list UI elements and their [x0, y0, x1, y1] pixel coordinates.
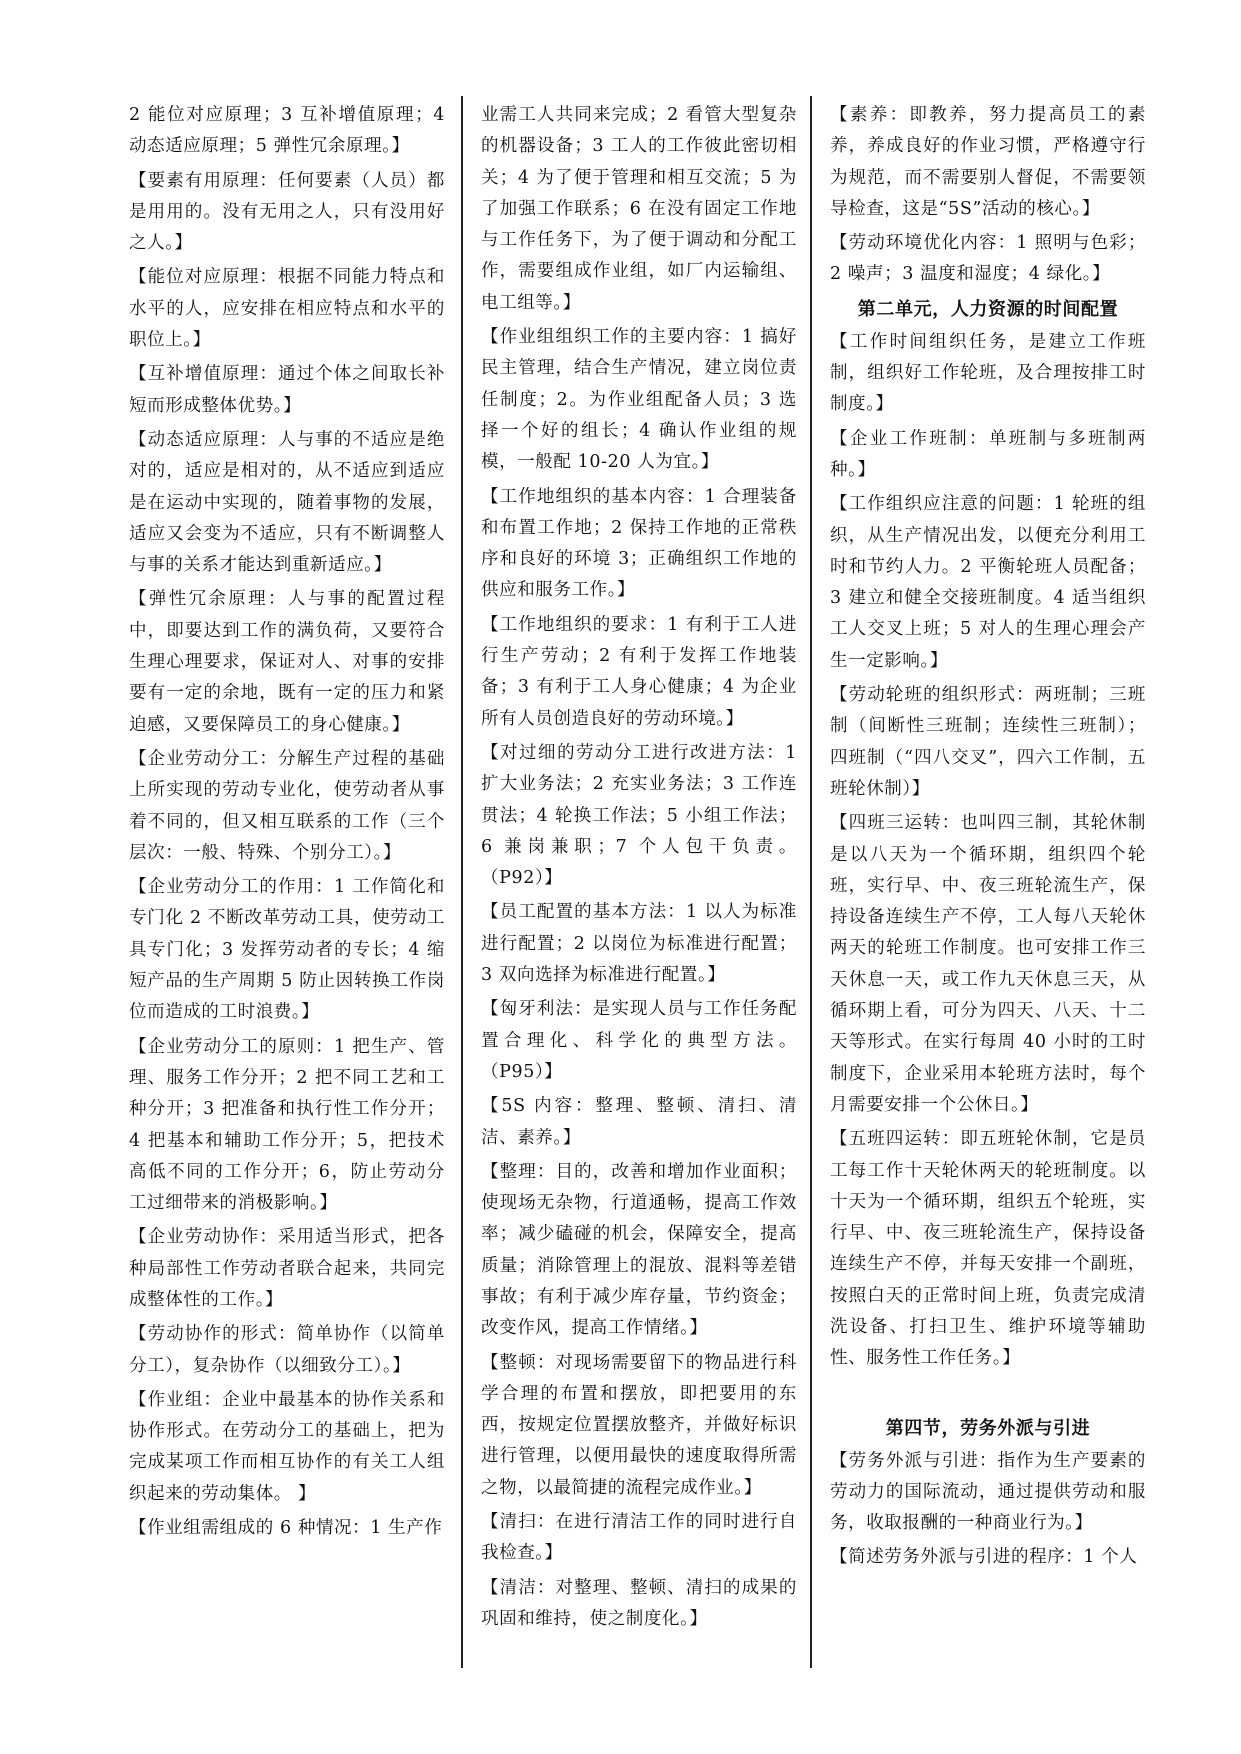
note-paragraph: 【动态适应原理：人与事的不适应是绝对的，适应是相对的，从不适应到适应是在运动中实现的，随着事物的发展，适应又会变为不适应，只有不断调整人与事的关系才能达到重新适应。】 [129, 429, 445, 576]
section-heading: 第四节，劳务外派与引进 [885, 1417, 1091, 1439]
note-paragraph: 【员工配置的基本方法：1 以人为标准进行配置；2 以岗位为标准进行配置；3 双向选择为标准进行配置。】 [481, 902, 797, 986]
note-paragraph: 【作业组组织工作的主要内容：1 搞好民主管理，结合生产情况，建立岗位责任制度；2。为作业组配备人员；3 选择一个好的组长；4 确认作业组的规模，一般配 10-20 人为宜。】 [481, 327, 797, 473]
note-paragraph: 【简述劳务外派与引进的程序：1 个人 [830, 1547, 1138, 1568]
note-paragraph: 【整顿：对现场需要留下的物品进行科学合理的布置和摆放，即把要用的东西，按规定位置摆放整齐，并做好标识进行管理，以便用最快的速度取得所需之物，以最简捷的流程完成作业。】 [481, 1352, 797, 1498]
note-paragraph: 【互补增值原理：通过个体之间取长补短而形成整体优势。】 [129, 364, 445, 416]
note-paragraph: 【弹性冗余原理：人与事的配置过程中，即要达到工作的满负荷，又要符合生理心理要求，保证对人、对事的安排要有一定的余地，既有一定的压力和紧迫感，又要保障员工的身心健康。】 [129, 589, 445, 735]
note-paragraph: 【劳动协作的形式：简单协作（以简单分工），复杂协作（以细致分工）。】 [129, 1324, 445, 1376]
note-paragraph: 【清洁：对整理、整顿、清扫的成果的巩固和维持，使之制度化。】 [481, 1577, 797, 1629]
note-paragraph: 【对过细的劳动分工进行改进方法：1 扩大业务法；2 充实业务法；3 工作连贯法；4 轮换工作法；5 小组工作法；6 兼岗兼职；7 个人包干负责。（P92）】 [481, 742, 797, 889]
column-2 [481, 100, 797, 1638]
note-paragraph: 【企业劳动协作：采用适当形式，把各种局部性工作劳动者联合起来，共同完成整体性的工作。】 [129, 1227, 445, 1310]
note-paragraph: 【工作组织应注意的问题：1 轮班的组织，从生产情况出发，以便充分利用工时和节约人力。2 平衡轮班人员配备；3 建立和健全交接班制度。4 适当组织工人交叉上班；5 对人的生理心理会产生一定影响。】 [830, 494, 1146, 671]
section-heading: 第二单元，人力资源的时间配置 [857, 298, 1119, 320]
note-paragraph: 【劳动轮班的组织形式：两班制；三班制（间断性三班制；连续性三班制）；四班制（“四八交叉”，四六工作制，五班轮休制）】 [830, 685, 1146, 799]
note-paragraph: 【作业组需组成的 6 种情况：1 生产作 [129, 1518, 443, 1539]
note-paragraph: 【匈牙利法：是实现人员与工作任务配置合理化、科学化的典型方法。（P95）】 [481, 999, 797, 1082]
note-paragraph: 【能位对应原理：根据不同能力特点和水平的人，应安排在相应特点和水平的职位上。】 [129, 267, 445, 351]
note-paragraph: 【5S 内容：整理、整顿、清扫、清洁、素养。】 [481, 1096, 797, 1148]
note-paragraph: 【工作地组织的要求：1 有利于工人进行生产劳动；2 有利于发挥工作地装备；3 有利于工人身心健康；4 为企业所有人员创造良好的劳动环境。】 [481, 614, 797, 729]
note-paragraph: 【五班四运转：即五班轮休制，它是员工每工作十天轮休两天的轮班制度。以十天为一个循环期，组织五个轮班，实行早、中、夜三班轮流生产，保持设备连续生产不停，并每天安排一个副班，按照白天的正常时间上班，负责完成清洗设备、打扫卫生、维护环境等辅助性、服务性工作任务。】 [830, 1129, 1146, 1369]
note-paragraph: 【企业劳动分工：分解生产过程的基础上所实现的劳动专业化，使劳动者从事着不同的，但又相互联系的工作（三个层次：一般、特殊、个别分工）。】 [129, 748, 445, 863]
column-divider [461, 96, 463, 1668]
note-paragraph: 【整理：目的，改善和增加作业面积；使现场无杂物，行道通畅，提高工作效率；减少磕碰的机会，保障安全，提高质量；消除管理上的混放、混料等差错事故；有利于减少库存量，节约资金；改变作风，提高工作情绪。】 [481, 1161, 797, 1339]
note-paragraph: 【要素有用原理：任何要素（人员）都是用用的。没有无用之人，只有没用好之人。】 [129, 170, 445, 254]
note-paragraph: 【劳动环境优化内容：1 照明与色彩；2 噪声；3 温度和湿度；4 绿化。】 [830, 233, 1146, 285]
note-paragraph: 【劳务外派与引进：指作为生产要素的劳动力的国际流动，通过提供劳动和服务，收取报酬的一种商业行为。】 [830, 1450, 1146, 1534]
note-paragraph: 【企业工作班制：单班制与多班制两种。】 [830, 428, 1146, 480]
column-1 [129, 100, 445, 1547]
note-paragraph: 【四班三运转：也叫四三制，其轮休制是以八天为一个循环期，组织四个轮班，实行早、中、夜三班轮流生产，保持设备连续生产不停，工人每八天轮休两天的轮班工作制度。也可安排工作三天休息一天，或工作九天休息三天，从循环期上看，可分为四天、八天、十二天等形式。在实行每周 40 小时的工时制度下，企业采用本轮班方法时，每个月需要安排一个公休日。】 [830, 813, 1146, 1115]
column-3 [830, 100, 1146, 1577]
column-divider [810, 96, 812, 1668]
note-paragraph: 2 能位对应原理；3 互补增值原理；4 动态适应原理；5 弹性冗余原理。】 [129, 105, 445, 157]
note-paragraph: 【企业劳动分工的作用：1 工作简化和专门化 2 不断改革劳动工具，使劳动工具专门化；3 发挥劳动者的专长；4 缩短产品的生产周期 5 防止因转换工作岗位而造成的工时浪费。】 [129, 877, 445, 1023]
note-paragraph: 【清扫：在进行清洁工作的同时进行自我检查。】 [481, 1512, 797, 1564]
note-paragraph: 【工作地组织的基本内容：1 合理装备和布置工作地；2 保持工作地的正常秩序和良好的环境 3；正确组织工作地的供应和服务工作。】 [481, 486, 797, 601]
note-paragraph: 业需工人共同来完成；2 看管大型复杂的机器设备；3 工人的工作彼此密切相关；4 为了便于管理和相互交流；5 为了加强工作联系；6 在没有固定工作地与工作任务下，为了便于调动和分配工作，需要组成作业组，如厂内运输组、电工组等。】 [481, 105, 797, 313]
note-paragraph: 【工作时间组织任务，是建立工作班制，组织好工作轮班，及合理按排工时制度。】 [830, 331, 1146, 415]
note-paragraph: 【素养：即教养，努力提高员工的素养，养成良好的作业习惯，严格遵守行为规范，而不需要别人督促，不需要领导检查，这是“5S”活动的核心。】 [830, 105, 1146, 219]
note-paragraph: 【作业组：企业中最基本的协作关系和协作形式。在劳动分工的基础上，把为完成某项工作而相互协作的有关工人组织起来的劳动集体。 】 [129, 1389, 445, 1504]
note-paragraph: 【企业劳动分工的原则：1 把生产、管理、服务工作分开；2 把不同工艺和工种分开；3 把准备和执行性工作分开；4 把基本和辅助工作分开；5，把技术高低不同的工作分开；6，防止劳动分工过细带来的消极影响。】 [129, 1036, 445, 1214]
